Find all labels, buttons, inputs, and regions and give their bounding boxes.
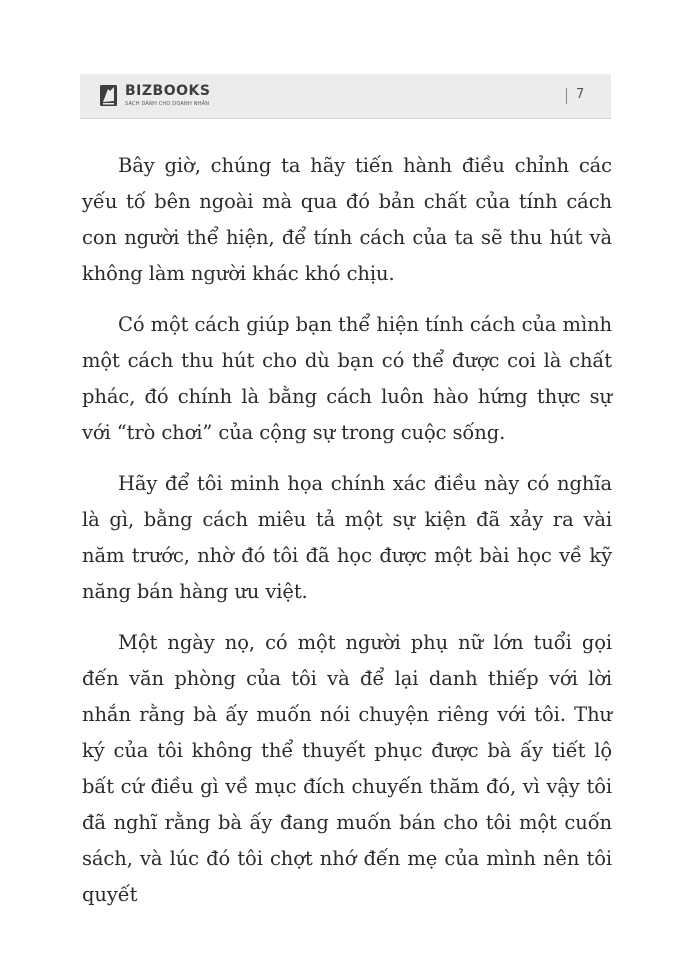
logo-wordmark: BIZBOOKS [125,83,211,99]
paragraph: Hãy để tôi minh họa chính xác điều này có nghĩa là gì, bằng cách miêu tả một sự kiện đã xảy ra vài năm trước, nhờ đó tôi đã học được một bài học về kỹ năng bán hàng ưu việt. [82,472,612,603]
page-number: 7 [576,87,585,102]
paragraph: Bây giờ, chúng ta hãy tiến hành điều chỉnh các yếu tố bên ngoài mà qua đó bản chất của tính cách con người thể hiện, để tính cách của ta sẽ thu hút và không làm người khác khó chịu. [82,154,612,285]
page-body [82,148,612,928]
logo-tagline: SÁCH DÀNH CHO DOANH NHÂN [125,101,210,107]
page-number-divider [566,88,567,104]
page-header [80,74,611,119]
book-logo-icon [99,83,119,107]
paragraph: Có một cách giúp bạn thể hiện tính cách của mình một cách thu hút cho dù bạn có thể được coi là chất phác, đó chính là bằng cách luôn hào hứng thực sự với “trò chơi” của cộng sự trong cuộc sống. [82,313,612,444]
paragraph: Một ngày nọ, có một người phụ nữ lớn tuổi gọi đến văn phòng của tôi và để lại danh thiếp với lời nhắn rằng bà ấy muốn nói chuyện riêng với tôi. Thư ký của tôi không thể thuyết phục được bà ấy tiết lộ bất cứ điều gì về mục đích chuyến thăm đó, vì vậy tôi đã nghĩ rằng bà ấy đang muốn bán cho tôi một cuốn sách, và lúc đó tôi chợt nhớ đến mẹ của mình nên tôi quyết [82,631,612,906]
